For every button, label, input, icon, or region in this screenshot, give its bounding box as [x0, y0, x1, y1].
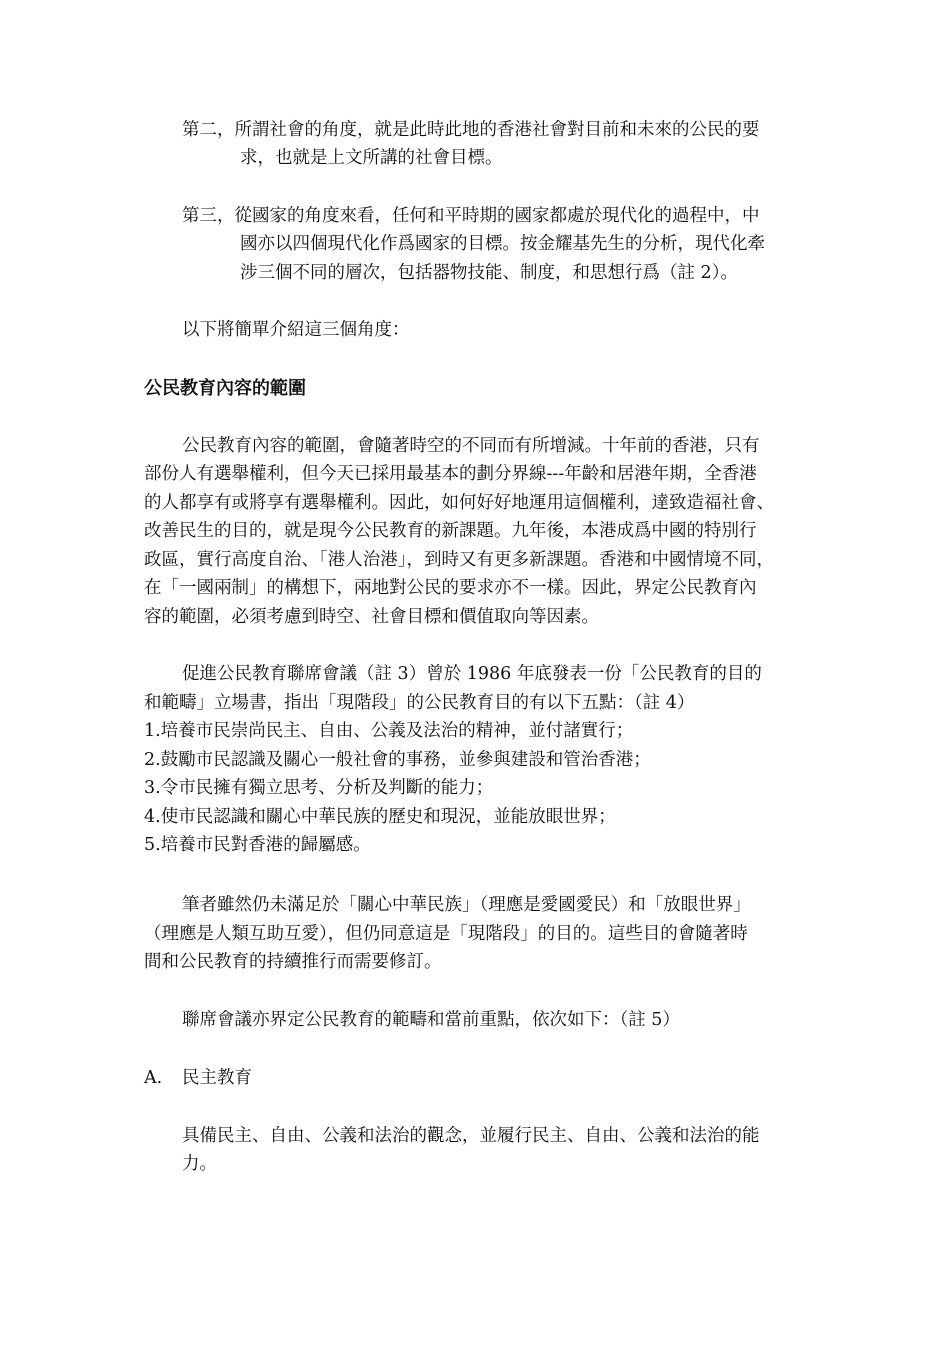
paragraph1-line-1: 公民教育內容的範圍，會隨著時空的不同而有所增減。十年前的香港，只有: [182, 436, 760, 456]
paragraph3-line-1: 筆者雖然仍未滿足於「關心中華民族」（理應是愛國愛民）和「放眼世界」: [182, 895, 751, 915]
aim-item-2: 2.鼓勵市民認識及關心一般社會的事務，並參與建設和管治香港；: [144, 750, 651, 770]
aim-item-4: 4.使市民認識和關心中華民族的歷史和現況，並能放眼世界；: [144, 807, 616, 827]
category-a-marker: A.: [144, 1068, 163, 1088]
point-three-line-2: 國亦以四個現代化作爲國家的目標。按金耀基先生的分析，現代化牽: [240, 234, 765, 254]
intro-text: 以下將簡單介紹這三個角度：: [182, 320, 410, 340]
paragraph1-line-4: 改善民生的目的，就是現今公民教育的新課題。九年後，本港成爲中國的特別行: [144, 521, 757, 541]
section-heading: 公民教育內容的範圍: [144, 378, 306, 399]
paragraph3-line-3: 間和公民教育的持續推行而需要修訂。: [144, 952, 442, 972]
paragraph2-line-1: 促進公民教育聯席會議（註 3）曾於 1986 年底發表一份「公民教育的目的: [182, 664, 762, 684]
paragraph1-line-5: 政區，實行高度自治、「港人治港」，到時又有更多新課題。香港和中國情境不同，: [144, 550, 774, 570]
aim-item-5: 5.培養市民對香港的歸屬感。: [144, 835, 371, 855]
paragraph1-line-2: 部份人有選舉權利，但今天已採用最基本的劃分界線---年齡和居港年期，全香港: [144, 464, 757, 484]
aim-item-3: 3.令市民擁有獨立思考、分析及判斷的能力；: [144, 778, 494, 798]
point-two-line-1: 第二，所謂社會的角度，就是此時此地的香港社會對目前和未來的公民的要: [182, 120, 760, 140]
point-two-line-2: 求，也就是上文所講的社會目標。: [240, 148, 503, 168]
category-a-title: 民主教育: [182, 1068, 252, 1088]
aim-item-1: 1.培養市民崇尚民主、自由、公義及法治的精神，並付諸實行；: [144, 721, 634, 741]
paragraph1-line-6: 在「一國兩制」的構想下，兩地對公民的要求亦不一樣。因此，界定公民教育內: [144, 578, 757, 598]
paragraph1-line-7: 容的範圍，必須考慮到時空、社會目標和價值取向等因素。: [144, 607, 599, 627]
category-a-description-line-1: 具備民主、自由、公義和法治的觀念，並履行民主、自由、公義和法治的能: [182, 1126, 760, 1146]
paragraph1-line-3: 的人都享有或將享有選舉權利。因此，如何好好地運用這個權利，達致造福社會、: [144, 493, 774, 513]
paragraph2-line-2: 和範疇」立場書，指出「現階段」的公民教育目的有以下五點：（註 4）: [144, 693, 695, 713]
point-three-line-1: 第三，從國家的角度來看，任何和平時期的國家都處於現代化的過程中，中: [182, 206, 760, 226]
point-three-line-3: 涉三個不同的層次，包括器物技能、制度，和思想行爲（註 2）。: [240, 263, 738, 283]
paragraph4-text: 聯席會議亦界定公民教育的範疇和當前重點，依次如下：（註 5）: [182, 1010, 680, 1030]
category-a-description-line-2: 力。: [182, 1154, 217, 1174]
paragraph3-line-2: （理應是人類互助互愛），但仍同意這是「現階段」的目的。這些目的會隨著時: [144, 924, 748, 944]
